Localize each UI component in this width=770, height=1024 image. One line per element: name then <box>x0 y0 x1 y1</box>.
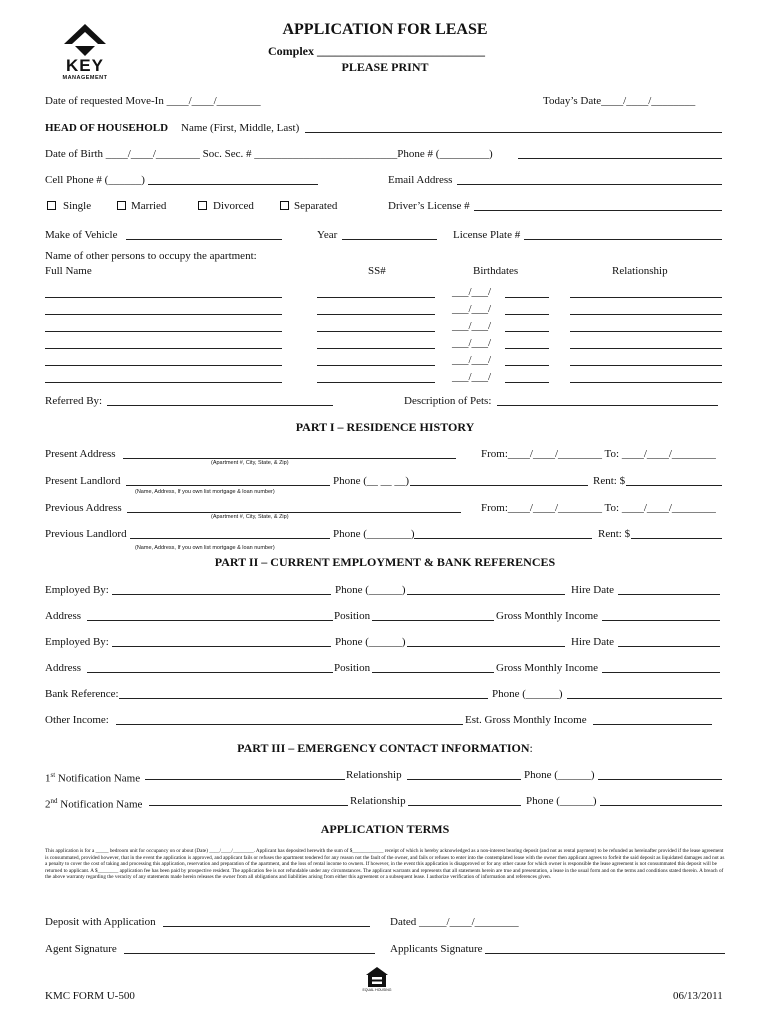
occupant-name-line[interactable] <box>45 365 282 366</box>
second-notification-label: 2nd Notification Name <box>45 797 143 811</box>
part3-title-colon: : <box>529 741 533 755</box>
occupant-name-line[interactable] <box>45 348 282 349</box>
first-notification-label: 1st Notification Name <box>45 771 141 785</box>
employer-phone-line[interactable] <box>407 594 565 595</box>
present-landlord-input-line[interactable] <box>126 485 330 486</box>
hire-date2-input-line[interactable] <box>618 646 720 647</box>
gross-income-label: Gross Monthly Income <box>496 610 599 622</box>
cell-phone-input-line[interactable] <box>148 184 318 185</box>
est-gross-income-input-line[interactable] <box>593 724 712 725</box>
occupant-birthdate-year-line[interactable] <box>505 331 549 332</box>
employer2-phone[interactable]: Phone (______) <box>335 636 406 648</box>
vehicle-make-input-line[interactable] <box>126 239 282 240</box>
hire-date-input-line[interactable] <box>618 594 720 595</box>
agent-signature-label: Agent Signature <box>45 943 117 955</box>
bank-phone[interactable]: Phone (______) <box>492 688 563 700</box>
move-in-date-field[interactable]: Date of requested Move-In ____/____/________ <box>45 95 261 107</box>
bank-reference-input-line[interactable] <box>119 698 488 699</box>
license-plate-input-line[interactable] <box>524 239 722 240</box>
logo-sub: MANAGEMENT <box>62 75 108 81</box>
position-input-line[interactable] <box>372 620 494 621</box>
email-label: Email Address <box>388 174 453 186</box>
employer2-input-line[interactable] <box>112 646 331 647</box>
occupant-ss-line[interactable] <box>317 348 435 349</box>
employer-input-line[interactable] <box>112 594 331 595</box>
gross-income2-input-line[interactable] <box>602 672 720 673</box>
please-print: PLEASE PRINT <box>341 60 429 74</box>
occupant-ss-line[interactable] <box>317 331 435 332</box>
first-contact-phone-line[interactable] <box>598 779 722 780</box>
logo-word: KEY <box>66 56 104 75</box>
referred-by-label: Referred By: <box>45 395 103 407</box>
married-label: Married <box>131 200 167 212</box>
employer-address-input-line[interactable] <box>87 620 333 621</box>
occupant-relationship-line[interactable] <box>570 331 722 332</box>
hire-date-label: Hire Date <box>571 584 615 596</box>
name-label: Name (First, Middle, Last) <box>181 122 300 134</box>
previous-landlord-input-line[interactable] <box>130 538 330 539</box>
occupants-ss-header: SS# <box>368 265 386 277</box>
previous-address-hint: (Apartment #, City, State, & Zip) <box>211 514 289 520</box>
todays-date-field[interactable]: Today’s Date____/____/________ <box>543 95 696 107</box>
second-relationship-input-line[interactable] <box>408 805 521 806</box>
present-address-hint: (Apartment #, City, State, & Zip) <box>211 460 289 466</box>
application-terms-title: APPLICATION TERMS <box>320 822 450 836</box>
complex-field[interactable]: Complex ____________________________ <box>268 44 485 58</box>
pets-label: Description of Pets: <box>404 395 492 407</box>
present-landlord-phone[interactable]: Phone (__ __ __) <box>333 475 410 487</box>
pets-input-line[interactable] <box>497 405 718 406</box>
referred-by-input-line[interactable] <box>107 405 333 406</box>
form-date: 06/13/2011 <box>673 990 723 1002</box>
applicant-signature-line[interactable] <box>485 953 725 954</box>
occupants-full-name-header: Full Name <box>45 265 92 277</box>
part2-title: PART II – CURRENT EMPLOYMENT & BANK REFERENCES <box>214 555 556 569</box>
occupant-relationship-line[interactable] <box>570 348 722 349</box>
first-notification-input-line[interactable] <box>145 779 345 780</box>
present-address-dates[interactable]: From:____/____/________ To: ____/____/________ <box>481 448 716 460</box>
previous-rent-input-line[interactable] <box>631 538 722 539</box>
occupants-intro: Name of other persons to occupy the apartment: <box>45 250 257 262</box>
est-gross-income-label: Est. Gross Monthly Income <box>465 714 587 726</box>
previous-address-input-line[interactable] <box>127 512 461 513</box>
occupant-name-line[interactable] <box>45 331 282 332</box>
email-input-line[interactable] <box>457 184 722 185</box>
dated-field[interactable]: Dated _____/____/________ <box>390 916 519 928</box>
occupant-birthdate-year-line[interactable] <box>505 365 549 366</box>
occupant-name-line[interactable] <box>45 297 282 298</box>
part3-title-text: PART III – EMERGENCY CONTACT INFORMATION <box>237 741 530 755</box>
present-rent-input-line[interactable] <box>626 485 722 486</box>
occupants-birthdates-header: Birthdates <box>473 265 519 277</box>
employer2-phone-line[interactable] <box>407 646 565 647</box>
present-rent-label: Rent: $ <box>593 475 626 487</box>
gross-income-input-line[interactable] <box>602 620 720 621</box>
deposit-input-line[interactable] <box>163 926 370 927</box>
occupant-relationship-line[interactable] <box>570 297 722 298</box>
occupant-birthdate[interactable]: ___/___/ <box>452 286 492 298</box>
occupant-birthdate-year-line[interactable] <box>505 297 549 298</box>
hire-date2-label: Hire Date <box>571 636 615 648</box>
occupant-ss-line[interactable] <box>317 314 435 315</box>
occupant-ss-line[interactable] <box>317 297 435 298</box>
agent-signature-line[interactable] <box>124 953 375 954</box>
first-relationship-label: Relationship <box>346 769 402 781</box>
position2-label: Position <box>334 662 371 674</box>
phone-input-line[interactable] <box>518 158 722 159</box>
first-contact-phone[interactable]: Phone (______) <box>524 769 595 781</box>
present-address-input-line[interactable] <box>123 458 456 459</box>
gross-income2-label: Gross Monthly Income <box>496 662 599 674</box>
occupants-relationship-header: Relationship <box>612 265 668 277</box>
previous-landlord-label: Previous Landlord <box>45 528 127 540</box>
applicant-signature-label: Applicants Signature <box>390 943 483 955</box>
occupant-name-line[interactable] <box>45 314 282 315</box>
name-input-line[interactable] <box>305 132 722 133</box>
single-label: Single <box>63 200 92 212</box>
second-contact-phone[interactable]: Phone (______) <box>526 795 597 807</box>
occupant-birthdate-year-line[interactable] <box>505 348 549 349</box>
previous-landlord-phone-line[interactable] <box>414 538 592 539</box>
bank-reference-label: Bank Reference: <box>45 688 119 700</box>
occupant-relationship-line[interactable] <box>570 314 722 315</box>
form-number: KMC FORM U-500 <box>45 990 135 1002</box>
married-checkbox[interactable] <box>117 201 126 210</box>
second-notification-input-line[interactable] <box>149 805 348 806</box>
occupant-birthdate-year-line[interactable] <box>505 382 549 383</box>
first-relationship-input-line[interactable] <box>407 779 521 780</box>
employer2-address-label: Address <box>45 662 82 674</box>
vehicle-year-input-line[interactable] <box>342 239 437 240</box>
previous-landlord-hint: (Name, Address, If you own list mortgage & loan number) <box>135 545 275 551</box>
dob-ssn-phone-field[interactable]: Date of Birth ____/____/________ Soc. Sec. # __________________________Phone # (_________) <box>45 148 493 160</box>
divorced-checkbox[interactable] <box>198 201 207 210</box>
vehicle-make-label: Make of Vehicle <box>45 229 118 241</box>
application-terms-body: This application is for a _____ bedroom unit for occupancy on or about (Date) ____/____/________. Applicant has deposited herewith the sum of $____________ receipt of which is hereby acknowledged as a non-interest bearing deposit (and not as rental payment) to be refunded as hereinafter provided if the lease agreement is consummated, provided however, that in the event the application is approved, and applicant fails or refuses the apartment tendered for any reason not the fault of the owner, and fails or refuses to enter into the contemplated lease with the owner then applicant agrees to forfeit the said deposit as liquidated damages and not as a penalty to cover the cost of taking and processing this application, reservation and preparation of the apartment, and the loss of rental income to owners. If however, in the event this application is disapproved or for any other cause for which owner is responsible the lease agreement is not consummated this deposit will be returned to applicant. A $________ application fee has been paid by prospective resident. The application fee is not refundable under any circumstances. The applicant warrants and represents that all statements herein are true and presentation, a lease in the usual form and on the terms and conditions stated therein. A breach of the above warranty regarding the veracity of any statements made herein releases the owner from all obligations and liabilities arising from either this agreement or a subsequent lease. I authorize verification of information and references given. <box>45 848 725 881</box>
position2-input-line[interactable] <box>372 672 494 673</box>
previous-address-label: Previous Address <box>45 502 122 514</box>
present-landlord-label: Present Landlord <box>45 475 121 487</box>
bank-phone-line[interactable] <box>567 698 722 699</box>
present-landlord-phone-line[interactable] <box>410 485 588 486</box>
equal-housing-icon <box>362 966 392 996</box>
employer-label: Employed By: <box>45 584 109 596</box>
separated-label: Separated <box>294 200 338 212</box>
occupant-ss-line[interactable] <box>317 382 435 383</box>
other-income-label: Other Income: <box>45 714 109 726</box>
occupant-ss-line[interactable] <box>317 365 435 366</box>
occupant-birthdate[interactable]: ___/___/ <box>452 303 492 315</box>
occupant-relationship-line[interactable] <box>570 382 722 383</box>
occupant-birthdate[interactable]: ___/___/ <box>452 337 492 349</box>
occupant-birthdate[interactable]: ___/___/ <box>452 354 492 366</box>
single-checkbox[interactable] <box>47 201 56 210</box>
drivers-license-input-line[interactable] <box>474 210 722 211</box>
divorced-label: Divorced <box>213 200 254 212</box>
employer-address-label: Address <box>45 610 82 622</box>
second-relationship-label: Relationship <box>350 795 406 807</box>
occupant-birthdate[interactable]: ___/___/ <box>452 371 492 383</box>
drivers-license-label: Driver’s License # <box>388 200 470 212</box>
page-title: APPLICATION FOR LEASE <box>282 21 488 38</box>
employer2-label: Employed By: <box>45 636 109 648</box>
present-address-label: Present Address <box>45 448 116 460</box>
previous-address-dates[interactable]: From:____/____/________ To: ____/____/________ <box>481 502 716 514</box>
occupant-relationship-line[interactable] <box>570 365 722 366</box>
license-plate-label: License Plate # <box>453 229 521 241</box>
head-of-household-label: HEAD OF HOUSEHOLD <box>45 122 169 134</box>
vehicle-year-label: Year <box>317 229 338 241</box>
second-contact-phone-line[interactable] <box>600 805 722 806</box>
part1-title: PART I – RESIDENCE HISTORY <box>295 420 475 434</box>
cell-phone-label: Cell Phone # (______) <box>45 174 145 186</box>
occupant-birthdate-year-line[interactable] <box>505 314 549 315</box>
deposit-label: Deposit with Application <box>45 916 156 928</box>
occupant-birthdate[interactable]: ___/___/ <box>452 320 492 332</box>
employer2-address-input-line[interactable] <box>87 672 333 673</box>
present-landlord-hint: (Name, Address, If you own list mortgage & loan number) <box>135 489 275 495</box>
other-income-input-line[interactable] <box>116 724 463 725</box>
previous-rent-label: Rent: $ <box>598 528 631 540</box>
position-label: Position <box>334 610 371 622</box>
occupant-name-line[interactable] <box>45 382 282 383</box>
part3-title <box>0 741 770 755</box>
employer-phone[interactable]: Phone (______) <box>335 584 406 596</box>
previous-landlord-phone[interactable]: Phone (________) <box>333 528 415 540</box>
equal-housing-text: EQUAL HOUSING <box>362 988 392 992</box>
separated-checkbox[interactable] <box>280 201 289 210</box>
